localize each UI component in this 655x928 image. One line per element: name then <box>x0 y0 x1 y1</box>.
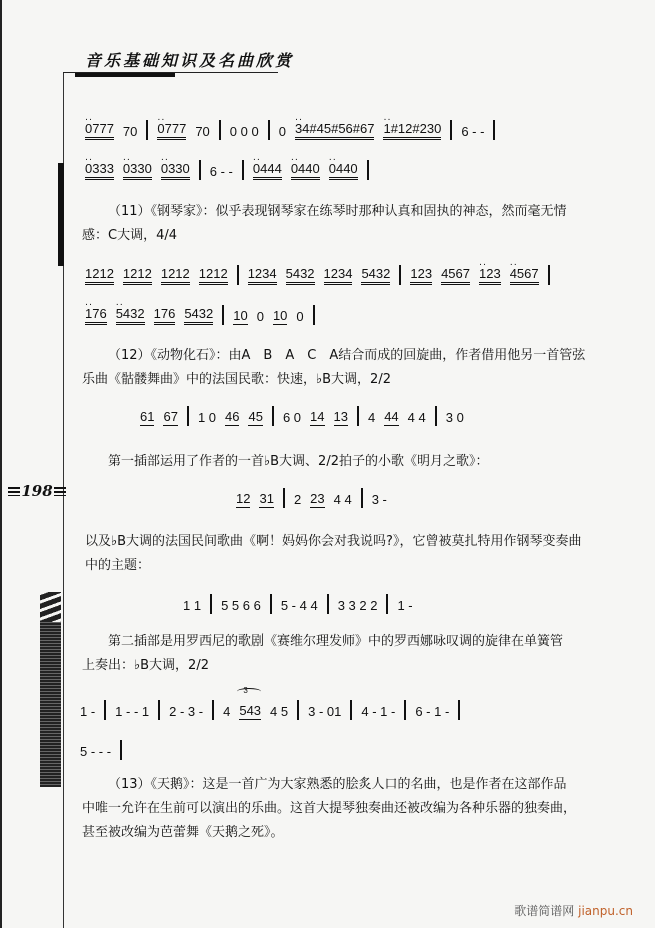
note-group: 1212 <box>199 266 228 285</box>
note-group: 1212 <box>123 266 152 285</box>
triplet-group <box>239 686 262 720</box>
note-group: 67 <box>163 409 178 424</box>
note-group: ․․ 123 <box>479 266 501 285</box>
section-13-paragraph <box>82 773 592 845</box>
note-group: ․․ 0777 <box>85 121 114 140</box>
note-group: 5432 <box>361 266 390 285</box>
bar-line <box>493 120 495 140</box>
text-line: （11）《钢琴家》：似乎表现钢琴家在练琴时那种认真和固执的神态，然而毫无情 <box>108 204 567 219</box>
note-group: ․․ 0440 <box>329 161 358 180</box>
bar-line <box>386 594 388 614</box>
note-group: 5 - 4 4 <box>280 598 318 613</box>
note-group: ․․ 0333 <box>85 161 114 180</box>
note-group: 4 5 <box>270 704 289 719</box>
margin-hatched-bar <box>40 592 61 787</box>
note-group: 1 - - 1 <box>115 704 150 719</box>
text-line: 感：C大调，4/4 <box>82 228 177 243</box>
text-line: 中的主题： <box>85 558 151 573</box>
bar-line <box>199 160 201 180</box>
bar-line <box>104 700 106 720</box>
note-group: 2 - 3 - <box>169 704 204 719</box>
episode-1-text <box>82 450 592 474</box>
bar-line <box>270 594 272 614</box>
bar-line <box>313 305 315 325</box>
bar-line <box>450 120 452 140</box>
text-line: 乐曲《骷髅舞曲》中的法国民歌：快速，♭B大调，2/2 <box>82 372 391 387</box>
note-group: 0 <box>296 309 304 324</box>
folk-song-text <box>85 530 615 578</box>
page-number-lines-left <box>8 487 20 496</box>
note-group: 70 <box>195 124 210 139</box>
note-group: 31 <box>259 491 274 506</box>
bar-line <box>357 406 359 426</box>
note-group: 6 - - <box>209 164 233 179</box>
bar-line <box>210 594 212 614</box>
book-title: 音乐基础知识及名曲欣赏 <box>85 51 295 70</box>
note-group: 14 <box>310 409 325 424</box>
note-group: 45 <box>248 409 263 424</box>
triplet-mark: 3 <box>243 683 247 699</box>
text-line: （13）《天鹅》：这是一首广为大家熟悉的脍炙人口的名曲，也是作者在这部作品 <box>108 777 567 792</box>
note-group: 5432 <box>184 306 213 325</box>
page-number-lines-right <box>54 487 66 496</box>
text-line: （12）《动物化石》：由A B A C A结合而成的回旋曲，作者借用他另一首管弦 <box>108 348 586 363</box>
margin-decoration-bar <box>58 163 64 266</box>
score-line <box>140 406 473 426</box>
note-group: 4 <box>223 704 231 719</box>
note-group: 4 <box>367 410 376 425</box>
note-group: 46 <box>225 409 240 424</box>
note-group: 4 4 <box>407 410 426 425</box>
note-group: 6 0 <box>282 410 302 425</box>
note-group: 3 0 <box>445 410 464 425</box>
bar-line <box>272 406 274 426</box>
score-line <box>80 686 469 720</box>
page-number <box>8 480 66 502</box>
text-line: 中唯一允许在生前可以演出的乐曲。这首大提琴独奏曲还被改编为各种乐器的独奏曲， <box>82 801 577 816</box>
episode-2-text <box>82 630 592 678</box>
note-group: 0 <box>278 124 286 139</box>
bar-line <box>242 160 244 180</box>
text-line: 第一插部运用了作者的一首♭B大调、2/2拍子的小歌《明月之歌》： <box>108 454 489 469</box>
note-group: 70 <box>122 124 138 139</box>
score-line <box>85 160 378 180</box>
bar-line <box>435 406 437 426</box>
note-group: 1234 <box>324 266 353 285</box>
note-group: 5432 <box>286 266 315 285</box>
note-group: 1 0 <box>197 410 217 425</box>
note-group: 10 <box>272 308 288 323</box>
bar-line <box>367 160 369 180</box>
bar-line <box>404 700 406 720</box>
section-11-paragraph <box>82 200 592 248</box>
bar-line <box>120 740 122 760</box>
note-group: 44 <box>384 409 399 424</box>
note-group: 0 0 0 <box>229 124 259 139</box>
note-group: 5 - - - <box>80 744 112 759</box>
bar-line <box>548 265 550 285</box>
bar-line <box>268 120 270 140</box>
bar-line <box>146 120 148 140</box>
header-rule-thick <box>75 73 175 77</box>
note-group: 23 <box>310 491 325 506</box>
bar-line <box>297 700 299 720</box>
bar-line <box>350 700 352 720</box>
bar-line <box>399 265 401 285</box>
score-line <box>80 740 131 760</box>
note-group: 1 - <box>80 704 96 719</box>
score-line <box>85 265 559 285</box>
bar-line <box>222 305 224 325</box>
bar-line <box>458 700 460 720</box>
bar-line <box>187 406 189 426</box>
note-group: 1 - <box>397 598 413 613</box>
text-line: 以及♭B大调的法国民间歌曲《啊！妈妈你会对我说吗?》，它曾被莫扎特用作钢琴变奏曲 <box>85 534 582 549</box>
note-group: 3 - <box>371 492 387 507</box>
note-group: ․․ 4567 <box>510 266 539 285</box>
watermark-cn: 歌谱简谱网 <box>514 904 575 918</box>
note-group: ․․ 0330 <box>123 161 152 180</box>
bar-line <box>219 120 221 140</box>
note-group: ․․ 5432 <box>116 306 145 325</box>
note-group: 1234 <box>248 266 277 285</box>
watermark-en: jianpu.cn <box>578 904 633 918</box>
note-group: 10 <box>233 308 248 323</box>
bar-line <box>212 700 214 720</box>
text-line: 上奏出：♭B大调，2/2 <box>82 658 209 673</box>
note-group: 3 - 01 <box>308 704 342 719</box>
score-line <box>85 120 504 140</box>
score-line <box>183 594 422 614</box>
note-group: 4 - 1 - <box>361 704 396 719</box>
score-line <box>236 488 396 508</box>
note-group: 2 <box>293 492 302 507</box>
note-group: ․․ 34#45#56#67 <box>295 121 375 140</box>
bar-line <box>237 265 239 285</box>
bar-line <box>158 700 160 720</box>
note-group: 543 <box>239 703 262 718</box>
page-edge <box>0 0 2 928</box>
page-number-text: 198 <box>21 482 53 500</box>
note-group: ․․ 1#12#230 <box>383 121 441 140</box>
note-group: 6 - - <box>461 124 485 139</box>
note-group: ․․ 0330 <box>161 161 190 180</box>
note-group: 6 - 1 - <box>415 704 450 719</box>
note-group: ․․ 0444 <box>253 161 282 180</box>
note-group: 3 3 2 2 <box>337 598 378 613</box>
note-group: 1212 <box>85 266 114 285</box>
note-group: 61 <box>140 409 155 424</box>
note-group: ․․ 0440 <box>291 161 320 180</box>
watermark <box>514 902 633 919</box>
note-group: 5 5 6 6 <box>221 598 261 613</box>
note-group: 4567 <box>441 266 470 285</box>
note-group: 1212 <box>161 266 190 285</box>
note-group: 1 1 <box>183 598 202 613</box>
score-line <box>85 305 324 325</box>
bar-line <box>327 594 329 614</box>
bar-line <box>283 488 285 508</box>
note-group: 0 <box>256 309 264 324</box>
note-group: 4 4 <box>333 492 352 507</box>
note-group: ․․ 176 <box>85 306 107 325</box>
note-group: 123 <box>410 266 432 285</box>
text-line: 第二插部是用罗西尼的歌剧《赛维尔理发师》中的罗西娜咏叹调的旋律在单簧管 <box>108 634 564 649</box>
section-12-paragraph <box>82 344 592 392</box>
note-group: 13 <box>333 409 348 424</box>
note-group: 176 <box>154 306 176 325</box>
note-group: 12 <box>236 491 251 506</box>
bar-line <box>361 488 363 508</box>
note-group: ․․ 0777 <box>157 121 186 140</box>
text-line: 甚至被改编为芭蕾舞《天鹅之死》。 <box>82 825 284 840</box>
